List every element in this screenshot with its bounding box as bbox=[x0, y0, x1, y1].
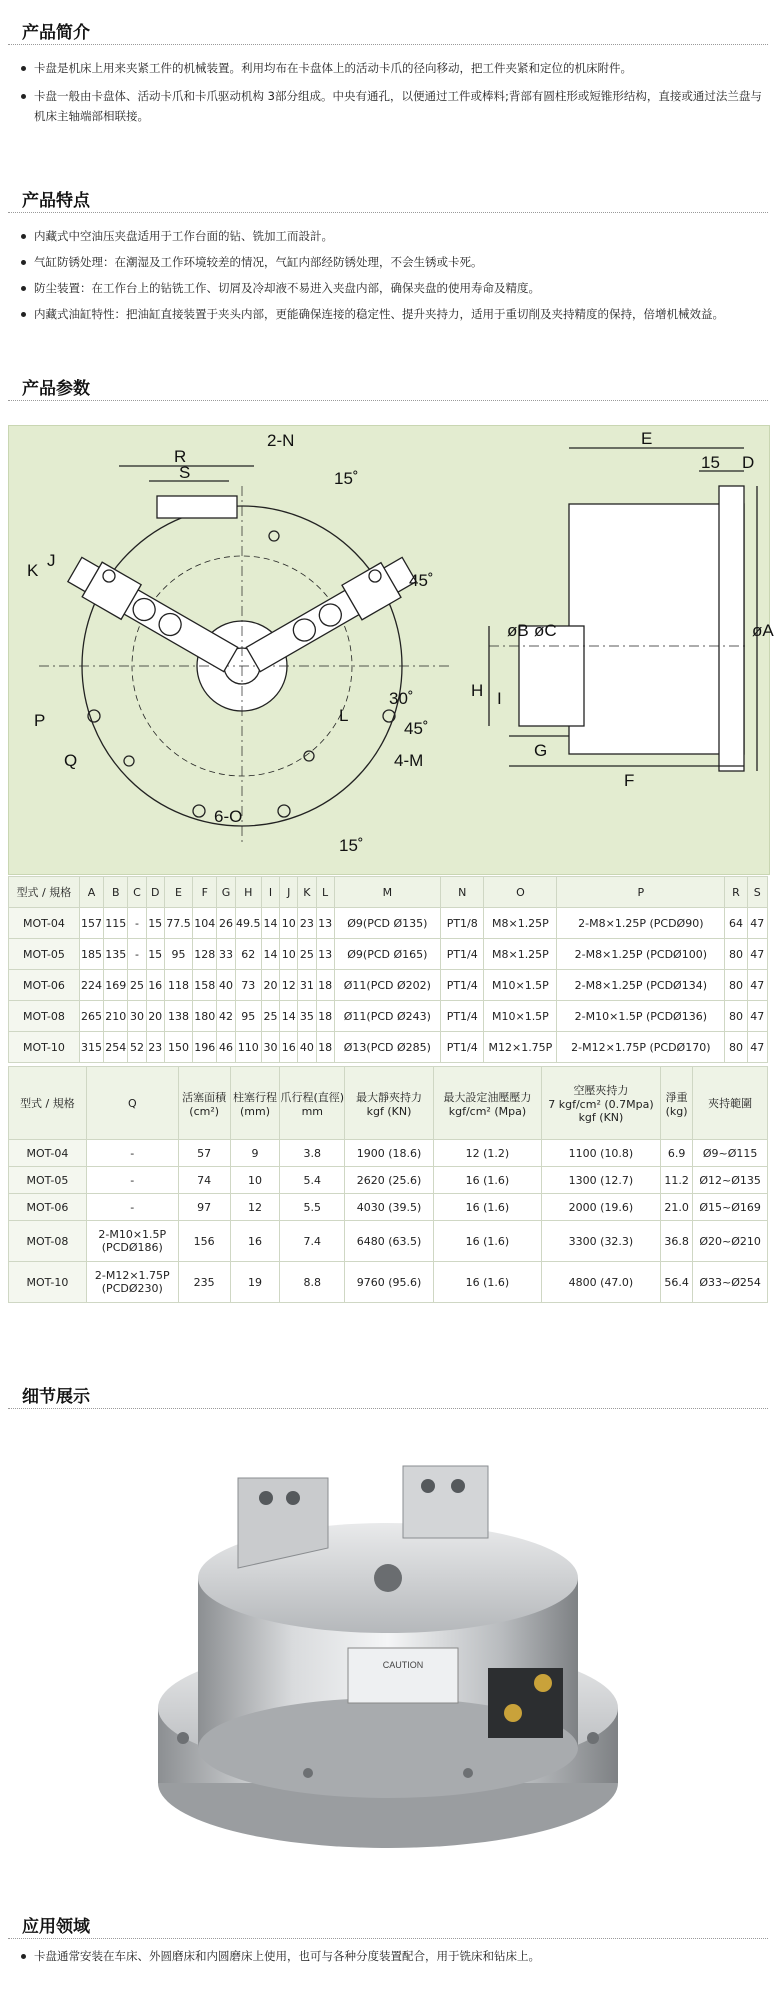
table-cell: 40 bbox=[217, 970, 235, 1001]
table-cell: PT1/4 bbox=[440, 970, 484, 1001]
table1-col-header: G bbox=[217, 877, 235, 908]
technical-drawing bbox=[8, 425, 774, 875]
table-cell: M10×1.5P bbox=[484, 1001, 557, 1032]
table1-header-row bbox=[9, 877, 768, 908]
table-cell: 16 bbox=[146, 970, 164, 1001]
intro-list bbox=[8, 58, 768, 134]
model-cell: MOT-04 bbox=[9, 1140, 87, 1167]
table-cell: 80 bbox=[725, 1001, 747, 1032]
table-cell: 8.8 bbox=[280, 1262, 345, 1303]
table-cell: 10 bbox=[230, 1167, 280, 1194]
table-cell: 14 bbox=[261, 939, 279, 970]
table-cell: 14 bbox=[280, 1001, 298, 1032]
table-cell: 33 bbox=[217, 939, 235, 970]
table1-col-header: R bbox=[725, 877, 747, 908]
table-cell: 23 bbox=[298, 908, 316, 939]
feature-bullet-3: 防尘装置：在工作台上的钻铣工作、切屑及冷却液不易进入夹盘内部，确保夹盘的使用寿命及精度。 bbox=[8, 278, 768, 298]
table2-header-line: 淨重 bbox=[665, 1090, 688, 1104]
section-application-title: 应用领域 bbox=[22, 1917, 90, 1937]
table2-header-line: kgf/cm² (Mpa) bbox=[448, 1104, 527, 1118]
table-cell: 12 (1.2) bbox=[433, 1140, 541, 1167]
table2-col-header bbox=[280, 1067, 345, 1140]
dim-phiC: øC bbox=[534, 621, 557, 640]
table-cell: 2000 (19.6) bbox=[541, 1194, 660, 1221]
features-list bbox=[8, 226, 768, 330]
section-intro-header bbox=[8, 14, 768, 45]
table1-col-header: A bbox=[79, 877, 103, 908]
dim-Q: Q bbox=[64, 751, 78, 770]
table-cell: 196 bbox=[193, 1032, 217, 1063]
table-cell: 95 bbox=[235, 1001, 261, 1032]
table-cell: 128 bbox=[193, 939, 217, 970]
table-cell: 47 bbox=[747, 939, 767, 970]
table-cell: 9760 (95.6) bbox=[345, 1262, 434, 1303]
table-cell: 95 bbox=[164, 939, 192, 970]
spec-table-performance bbox=[8, 1066, 768, 1303]
table2-col-header bbox=[660, 1067, 692, 1140]
table-cell: M10×1.5P bbox=[484, 970, 557, 1001]
table-row bbox=[9, 1032, 768, 1063]
table-row bbox=[9, 1194, 768, 1221]
table-cell: 77.5 bbox=[164, 908, 192, 939]
table-cell: - bbox=[86, 1194, 178, 1221]
table2-header-line: 活塞面積 bbox=[182, 1090, 227, 1104]
dim-E: E bbox=[641, 429, 653, 448]
dim-H: H bbox=[471, 681, 484, 700]
table-cell: 80 bbox=[725, 939, 747, 970]
application-bullet-1: 卡盘通常安装在车床、外圆磨床和内圆磨床上使用，也可与各种分度装置配合，用于铣床和钻床上。 bbox=[8, 1946, 768, 1966]
table-cell: - bbox=[86, 1140, 178, 1167]
table1-col-header: C bbox=[128, 877, 146, 908]
dim-K: K bbox=[27, 561, 39, 580]
table-cell: 15 bbox=[146, 939, 164, 970]
table-cell: 138 bbox=[164, 1001, 192, 1032]
table-cell: 16 (1.6) bbox=[433, 1262, 541, 1303]
section-features-header bbox=[8, 182, 768, 213]
chuck-illustration bbox=[8, 1418, 768, 1874]
table-cell: 80 bbox=[725, 970, 747, 1001]
table-cell: 118 bbox=[164, 970, 192, 1001]
table1-col-header: O bbox=[484, 877, 557, 908]
angle-45-bottom: 45˚ bbox=[404, 719, 429, 738]
table-cell: 265 bbox=[79, 1001, 103, 1032]
table-cell: 46 bbox=[217, 1032, 235, 1063]
table-cell: - bbox=[128, 908, 146, 939]
table2-header-line: 最大設定油壓壓力 bbox=[443, 1090, 532, 1104]
table1-col-header: N bbox=[440, 877, 484, 908]
table-cell: 26 bbox=[217, 908, 235, 939]
table-cell: PT1/8 bbox=[440, 908, 484, 939]
table1-col-header: J bbox=[280, 877, 298, 908]
table-cell: 10 bbox=[280, 908, 298, 939]
table1-body bbox=[9, 908, 768, 1063]
dim-phiB: øB bbox=[507, 621, 529, 640]
table-cell: 10 bbox=[280, 939, 298, 970]
table-cell: 1900 (18.6) bbox=[345, 1140, 434, 1167]
table-cell: 2-M10×1.5P (PCDØ136) bbox=[557, 1001, 725, 1032]
table2-header-line: 空壓夾持力 bbox=[573, 1084, 629, 1097]
table-cell: 169 bbox=[104, 970, 128, 1001]
table-cell: 185 bbox=[79, 939, 103, 970]
table-cell: 135 bbox=[104, 939, 128, 970]
table-cell: 74 bbox=[178, 1167, 230, 1194]
table-row bbox=[9, 970, 768, 1001]
table2-header-line: 7 kgf/cm² (0.7Mpa) bbox=[548, 1098, 654, 1111]
dim-M: 4-M bbox=[394, 751, 424, 770]
table-cell: Ø20~Ø210 bbox=[693, 1221, 768, 1262]
table-cell: 2-M12×1.75P (PCDØ170) bbox=[557, 1032, 725, 1063]
table-row bbox=[9, 1001, 768, 1032]
table-cell: 12 bbox=[280, 970, 298, 1001]
table-cell: 25 bbox=[261, 1001, 279, 1032]
table-cell: 47 bbox=[747, 908, 767, 939]
table1-col-header: S bbox=[747, 877, 767, 908]
table-cell: Ø9(PCD Ø135) bbox=[334, 908, 440, 939]
dim-P: P bbox=[34, 711, 46, 730]
dim-15: 15 bbox=[701, 453, 720, 472]
table-cell: 47 bbox=[747, 970, 767, 1001]
table-cell: 13 bbox=[316, 908, 334, 939]
table-cell: 1100 (10.8) bbox=[541, 1140, 660, 1167]
table2-col-header bbox=[86, 1067, 178, 1140]
dim-R: R bbox=[174, 447, 187, 466]
table-cell: 18 bbox=[316, 1032, 334, 1063]
table2-header-line: kgf (KN) bbox=[366, 1104, 412, 1118]
table-cell: 1300 (12.7) bbox=[541, 1167, 660, 1194]
model-cell: MOT-06 bbox=[9, 1194, 87, 1221]
table-cell: 2620 (25.6) bbox=[345, 1167, 434, 1194]
table-cell: 4800 (47.0) bbox=[541, 1262, 660, 1303]
table-cell: 40 bbox=[298, 1032, 316, 1063]
table-cell: 18 bbox=[316, 970, 334, 1001]
table-cell: 52 bbox=[128, 1032, 146, 1063]
table-cell: 57 bbox=[178, 1140, 230, 1167]
table1-col-header: L bbox=[316, 877, 334, 908]
dim-D: D bbox=[742, 453, 755, 472]
caution-plate-text: CAUTION bbox=[382, 1660, 424, 1670]
table-cell: 7.4 bbox=[280, 1221, 345, 1262]
table2-header-line: 型式 / 規格 bbox=[20, 1097, 75, 1110]
table-row bbox=[9, 908, 768, 939]
table-cell: 254 bbox=[104, 1032, 128, 1063]
table-cell: 235 bbox=[178, 1262, 230, 1303]
application-list bbox=[8, 1946, 768, 1974]
table-cell: 6.9 bbox=[660, 1140, 692, 1167]
feature-bullet-1: 内藏式中空油压夹盘适用于工作台面的钻、铣加工而設計。 bbox=[8, 226, 768, 246]
model-cell: MOT-10 bbox=[9, 1262, 87, 1303]
table2-col-header bbox=[345, 1067, 434, 1140]
dim-L: L bbox=[339, 706, 349, 725]
table2-col-header bbox=[230, 1067, 280, 1140]
model-cell: MOT-05 bbox=[9, 939, 80, 970]
table-row bbox=[9, 939, 768, 970]
table-row bbox=[9, 1140, 768, 1167]
table1-col-header: P bbox=[557, 877, 725, 908]
table-cell: Ø33~Ø254 bbox=[693, 1262, 768, 1303]
table-cell: 2-M8×1.25P (PCDØ134) bbox=[557, 970, 725, 1001]
table-cell: - bbox=[86, 1167, 178, 1194]
model-cell: MOT-08 bbox=[9, 1001, 80, 1032]
table1-col-header: M bbox=[334, 877, 440, 908]
table-cell: Ø12~Ø135 bbox=[693, 1167, 768, 1194]
table-cell: Ø11(PCD Ø202) bbox=[334, 970, 440, 1001]
table-cell: 158 bbox=[193, 970, 217, 1001]
table-cell: M12×1.75P bbox=[484, 1032, 557, 1063]
table-cell: 16 (1.6) bbox=[433, 1194, 541, 1221]
table-cell: 3.8 bbox=[280, 1140, 345, 1167]
table-cell: 16 bbox=[230, 1221, 280, 1262]
table-cell: Ø13(PCD Ø285) bbox=[334, 1032, 440, 1063]
section-features-title: 产品特点 bbox=[22, 191, 90, 211]
table-cell: 62 bbox=[235, 939, 261, 970]
table-cell: 210 bbox=[104, 1001, 128, 1032]
table-cell: 15 bbox=[146, 908, 164, 939]
table-cell: 2-M10×1.5P (PCDØ186) bbox=[86, 1221, 178, 1262]
table-cell: 35 bbox=[298, 1001, 316, 1032]
dim-G: G bbox=[534, 741, 548, 760]
table2-header-line: 爪行程(直徑) bbox=[280, 1090, 345, 1104]
feature-bullet-4: 内藏式油缸特性：把油缸直接装置于夹头内部，更能确保连接的稳定性、提升夹持力，适用于重切削及夹持精度的保持，倍增机械效益。 bbox=[8, 304, 768, 324]
dim-N: 2-N bbox=[267, 431, 295, 450]
section-details-header bbox=[8, 1378, 768, 1409]
table-cell: 20 bbox=[261, 970, 279, 1001]
table1-col-header: F bbox=[193, 877, 217, 908]
table2-header-line: (mm) bbox=[239, 1104, 270, 1118]
table-cell: 25 bbox=[298, 939, 316, 970]
table2-col-header bbox=[178, 1067, 230, 1140]
model-cell: MOT-08 bbox=[9, 1221, 87, 1262]
table-cell: 16 bbox=[280, 1032, 298, 1063]
table2-col-header bbox=[541, 1067, 660, 1140]
table-cell: 11.2 bbox=[660, 1167, 692, 1194]
angle-30: 30˚ bbox=[389, 689, 414, 708]
table-cell: 157 bbox=[79, 908, 103, 939]
table-cell: - bbox=[128, 939, 146, 970]
table-cell: 80 bbox=[725, 1032, 747, 1063]
dim-F: F bbox=[624, 771, 635, 790]
table-cell: 64 bbox=[725, 908, 747, 939]
table-cell: 5.5 bbox=[280, 1194, 345, 1221]
table-cell: 73 bbox=[235, 970, 261, 1001]
model-cell: MOT-04 bbox=[9, 908, 80, 939]
table2-header-line: mm bbox=[301, 1104, 323, 1118]
table2-header-line: (cm²) bbox=[189, 1104, 220, 1118]
table-cell: 14 bbox=[261, 908, 279, 939]
table-cell: 97 bbox=[178, 1194, 230, 1221]
model-cell: MOT-10 bbox=[9, 1032, 80, 1063]
table-row bbox=[9, 1262, 768, 1303]
spec-table-dimensions bbox=[8, 876, 768, 1063]
table-cell: 4030 (39.5) bbox=[345, 1194, 434, 1221]
table-cell: 56.4 bbox=[660, 1262, 692, 1303]
table-cell: Ø11(PCD Ø243) bbox=[334, 1001, 440, 1032]
dim-I: I bbox=[497, 689, 502, 708]
table1-col-header: D bbox=[146, 877, 164, 908]
table1-col-header: B bbox=[104, 877, 128, 908]
table-cell: 31 bbox=[298, 970, 316, 1001]
angle-15-bottom: 15˚ bbox=[339, 836, 364, 855]
table-cell: 49.5 bbox=[235, 908, 261, 939]
dim-O: 6-O bbox=[214, 807, 243, 826]
intro-bullet-2: 卡盘一般由卡盘体、活动卡爪和卡爪驱动机构 3部分组成。中央有通孔，以便通过工件或棒料;背部有圆柱形或短锥形结构，直接或通过法兰盘与机床主轴端部相联接。 bbox=[8, 86, 768, 126]
table2-col-header bbox=[693, 1067, 768, 1140]
table-cell: 20 bbox=[146, 1001, 164, 1032]
table-cell: 104 bbox=[193, 908, 217, 939]
table2-col-header bbox=[9, 1067, 87, 1140]
table-cell: 315 bbox=[79, 1032, 103, 1063]
table2-header-line: Q bbox=[127, 1096, 137, 1110]
table2-header-line: kgf (KN) bbox=[578, 1111, 624, 1124]
table-cell: M8×1.25P bbox=[484, 908, 557, 939]
table-cell: 6480 (63.5) bbox=[345, 1221, 434, 1262]
drawing-svg bbox=[9, 426, 774, 874]
table2-header-line: 夾持範圍 bbox=[708, 1097, 753, 1110]
table-cell: 30 bbox=[128, 1001, 146, 1032]
table1-col-header: 型式 / 規格 bbox=[9, 877, 80, 908]
table1-col-header: I bbox=[261, 877, 279, 908]
table-cell: 36.8 bbox=[660, 1221, 692, 1262]
section-details-title: 细节展示 bbox=[22, 1387, 90, 1407]
table-cell: Ø9~Ø115 bbox=[693, 1140, 768, 1167]
table-cell: 156 bbox=[178, 1221, 230, 1262]
table-cell: 180 bbox=[193, 1001, 217, 1032]
table1-col-header: E bbox=[164, 877, 192, 908]
table-cell: PT1/4 bbox=[440, 1032, 484, 1063]
table1-col-header: H bbox=[235, 877, 261, 908]
table1-col-header: K bbox=[298, 877, 316, 908]
table-cell: 3300 (32.3) bbox=[541, 1221, 660, 1262]
table-cell: 2-M8×1.25P (PCDØ100) bbox=[557, 939, 725, 970]
table2-header-line: (kg) bbox=[665, 1104, 688, 1118]
table-cell: 5.4 bbox=[280, 1167, 345, 1194]
table2-col-header bbox=[433, 1067, 541, 1140]
table-cell: Ø9(PCD Ø165) bbox=[334, 939, 440, 970]
table-cell: 42 bbox=[217, 1001, 235, 1032]
table-cell: PT1/4 bbox=[440, 1001, 484, 1032]
table-cell: 2-M12×1.75P (PCDØ230) bbox=[86, 1262, 178, 1303]
dim-S: S bbox=[179, 463, 191, 482]
feature-bullet-2: 气缸防锈处理：在潮湿及工作环境较差的情况，气缸内部经防锈处理，不会生锈或卡死。 bbox=[8, 252, 768, 272]
table-cell: 2-M8×1.25P (PCDØ90) bbox=[557, 908, 725, 939]
table-row bbox=[9, 1221, 768, 1262]
table-cell: 13 bbox=[316, 939, 334, 970]
table-cell: PT1/4 bbox=[440, 939, 484, 970]
dim-phiA: øA bbox=[752, 621, 774, 640]
table-cell: 23 bbox=[146, 1032, 164, 1063]
section-application-header bbox=[8, 1908, 768, 1939]
model-cell: MOT-06 bbox=[9, 970, 80, 1001]
table-cell: 150 bbox=[164, 1032, 192, 1063]
angle-45-top: 45˚ bbox=[409, 571, 434, 590]
table-cell: 110 bbox=[235, 1032, 261, 1063]
model-cell: MOT-05 bbox=[9, 1167, 87, 1194]
table-cell: 19 bbox=[230, 1262, 280, 1303]
section-intro-title: 产品简介 bbox=[22, 23, 90, 43]
table2-header-line: 最大靜夾持力 bbox=[356, 1090, 423, 1104]
table-cell: 12 bbox=[230, 1194, 280, 1221]
table-cell: 47 bbox=[747, 1032, 767, 1063]
table-cell: 16 (1.6) bbox=[433, 1167, 541, 1194]
section-params-title: 产品参数 bbox=[22, 379, 90, 399]
table-cell: 9 bbox=[230, 1140, 280, 1167]
table-cell: 115 bbox=[104, 908, 128, 939]
table2-header-row bbox=[9, 1067, 768, 1140]
product-photo bbox=[8, 1418, 768, 1874]
table-cell: M8×1.25P bbox=[484, 939, 557, 970]
table2-body bbox=[9, 1140, 768, 1303]
table-cell: 25 bbox=[128, 970, 146, 1001]
table-cell: 16 (1.6) bbox=[433, 1221, 541, 1262]
angle-15-top: 15˚ bbox=[334, 469, 359, 488]
table-cell: 18 bbox=[316, 1001, 334, 1032]
section-params-header bbox=[8, 370, 768, 401]
table-cell: 21.0 bbox=[660, 1194, 692, 1221]
table2-header-line: 柱塞行程 bbox=[232, 1090, 277, 1104]
table-cell: 47 bbox=[747, 1001, 767, 1032]
table-row bbox=[9, 1167, 768, 1194]
dim-J: J bbox=[47, 551, 56, 570]
table-cell: Ø15~Ø169 bbox=[693, 1194, 768, 1221]
intro-bullet-1: 卡盘是机床上用来夹紧工件的机械装置。利用均布在卡盘体上的活动卡爪的径向移动，把工件夹紧和定位的机床附件。 bbox=[8, 58, 768, 78]
table-cell: 30 bbox=[261, 1032, 279, 1063]
table-cell: 224 bbox=[79, 970, 103, 1001]
